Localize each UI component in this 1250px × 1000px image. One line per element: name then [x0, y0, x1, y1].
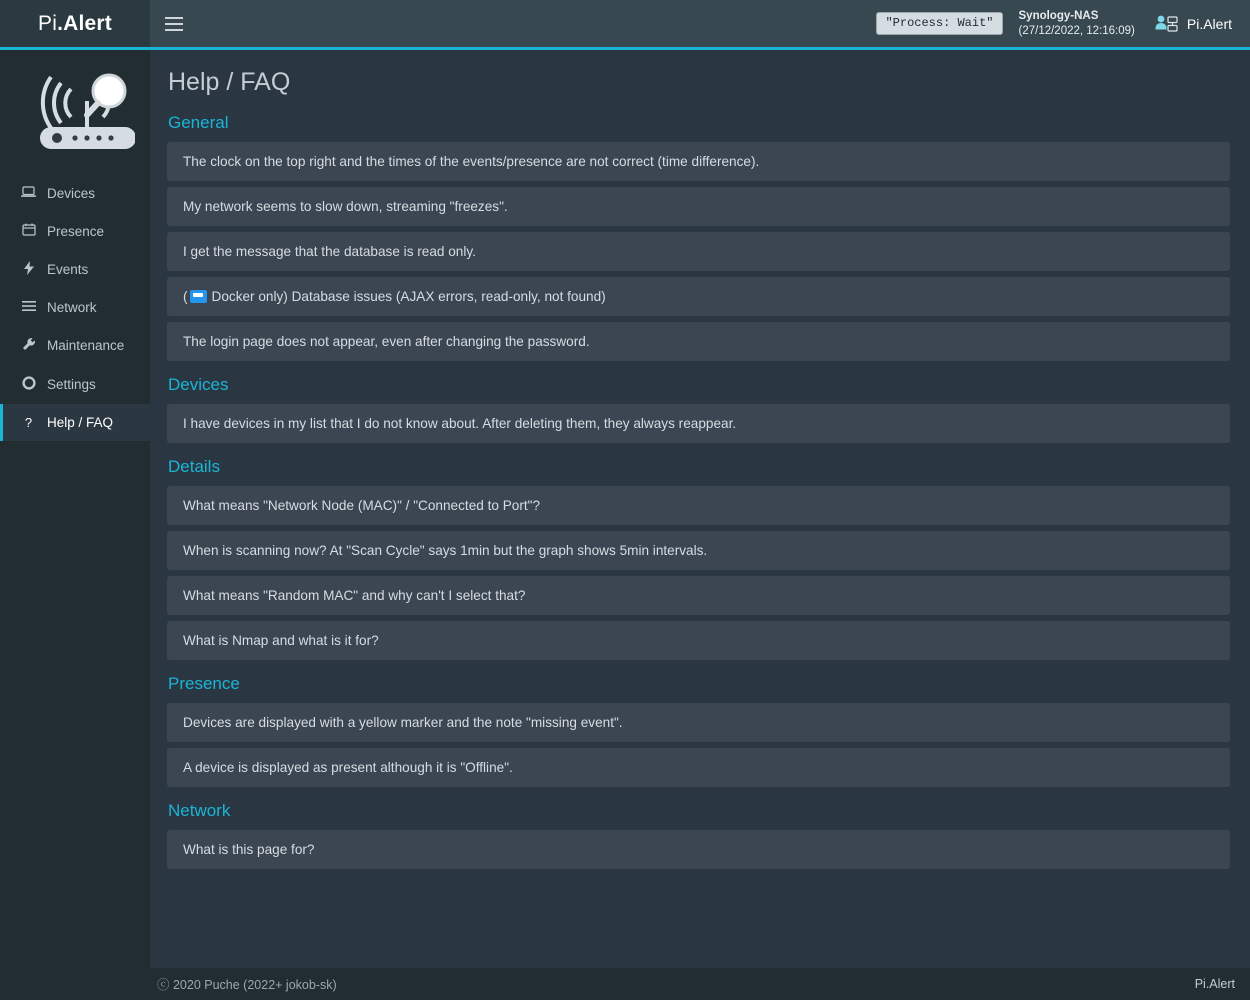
sidebar-item-devices[interactable]	[0, 175, 150, 212]
footer-copyright: ⓒ 2020 Puche (2022+ jokob-sk)	[157, 978, 337, 992]
faq-item[interactable]: What means "Network Node (MAC)" / "Connected to Port"?	[167, 486, 1230, 525]
sitemap-icon	[21, 300, 36, 315]
faq-item[interactable]: The login page does not appear, even after changing the password.	[167, 322, 1230, 361]
sidebar-item-label: Maintenance	[47, 338, 125, 353]
sidebar-item-network[interactable]	[0, 289, 150, 326]
footer-sidebar-pad	[0, 968, 150, 1000]
server-info	[1019, 9, 1135, 39]
sidebar-item-label: Devices	[47, 186, 96, 201]
question-icon: ?	[24, 415, 33, 430]
footer-brand: Pi.Alert	[1194, 977, 1235, 991]
bolt-icon	[21, 261, 36, 278]
user-label: Pi.Alert	[1186, 15, 1232, 32]
section-heading-details: Details	[168, 457, 220, 476]
faq-item[interactable]: A device is displayed as present although it is "Offline".	[167, 748, 1230, 787]
page-title: Help / FAQ	[168, 68, 291, 96]
faq-item[interactable]: The clock on the top right and the times of the events/presence are not correct (time difference).	[167, 142, 1230, 181]
sidebar-item-label: Help / FAQ	[47, 415, 114, 430]
sidebar-item-help-faq[interactable]	[0, 404, 150, 441]
sidebar-menu	[0, 175, 150, 441]
sidebar-item-maintenance[interactable]	[0, 326, 150, 365]
wrench-icon	[21, 337, 36, 354]
sidebar-item-settings[interactable]	[0, 365, 150, 404]
top-bar	[0, 0, 1250, 50]
calendar-icon	[21, 223, 36, 239]
brand-text-bold: .Alert	[57, 11, 112, 35]
main-content	[150, 50, 1250, 968]
sidebar-item-label: Network	[47, 300, 97, 315]
footer	[0, 968, 1250, 1000]
pialert-radar-logo	[0, 50, 150, 175]
faq-item[interactable]: What means "Random MAC" and why can't I select that?	[167, 576, 1230, 615]
faq-item[interactable]: My network seems to slow down, streaming "freezes".	[167, 187, 1230, 226]
brand-logo[interactable]	[0, 0, 150, 50]
docker-icon	[190, 290, 207, 303]
section-heading-network: Network	[168, 801, 231, 820]
laptop-icon	[21, 186, 36, 201]
faq-text: Docker only) Database issues (AJAX errors, read-only, not found)	[211, 289, 606, 304]
sidebar-item-presence[interactable]	[0, 212, 150, 250]
network-user-icon	[1153, 13, 1179, 35]
sidebar-item-label: Settings	[47, 377, 96, 392]
faq-item[interactable]: I get the message that the database is read only.	[167, 232, 1230, 271]
top-navigation	[150, 0, 1250, 50]
section-heading-presence: Presence	[168, 674, 240, 693]
faq-item-docker[interactable]	[167, 277, 1230, 316]
section-heading-general: General	[168, 113, 229, 132]
brand-text-light: Pi	[38, 11, 58, 35]
sidebar-item-events[interactable]	[0, 250, 150, 289]
server-name: Synology-NAS	[1018, 9, 1099, 22]
sidebar-item-label: Presence	[47, 223, 105, 239]
faq-item[interactable]: I have devices in my list that I do not know about. After deleting them, they always reappear.	[167, 404, 1230, 443]
faq-item[interactable]: What is this page for?	[167, 830, 1230, 869]
faq-item[interactable]: What is Nmap and what is it for?	[167, 621, 1230, 660]
gear-icon	[21, 376, 36, 393]
user-menu[interactable]	[1153, 13, 1240, 35]
section-heading-devices: Devices	[168, 375, 229, 394]
sidebar-item-label: Events	[47, 262, 89, 277]
hamburger-icon[interactable]	[150, 0, 198, 47]
faq-item[interactable]: When is scanning now? At "Scan Cycle" says 1min but the graph shows 5min intervals.	[167, 531, 1230, 570]
server-time: (27/12/2022, 12:16:09)	[1018, 24, 1135, 37]
faq-text-prefix: (	[183, 289, 188, 304]
process-status-badge: "Process: Wait"	[876, 12, 1002, 35]
body-wrapper	[0, 50, 1250, 968]
faq-item[interactable]: Devices are displayed with a yellow marker and the note "missing event".	[167, 703, 1230, 742]
sidebar	[0, 50, 150, 968]
